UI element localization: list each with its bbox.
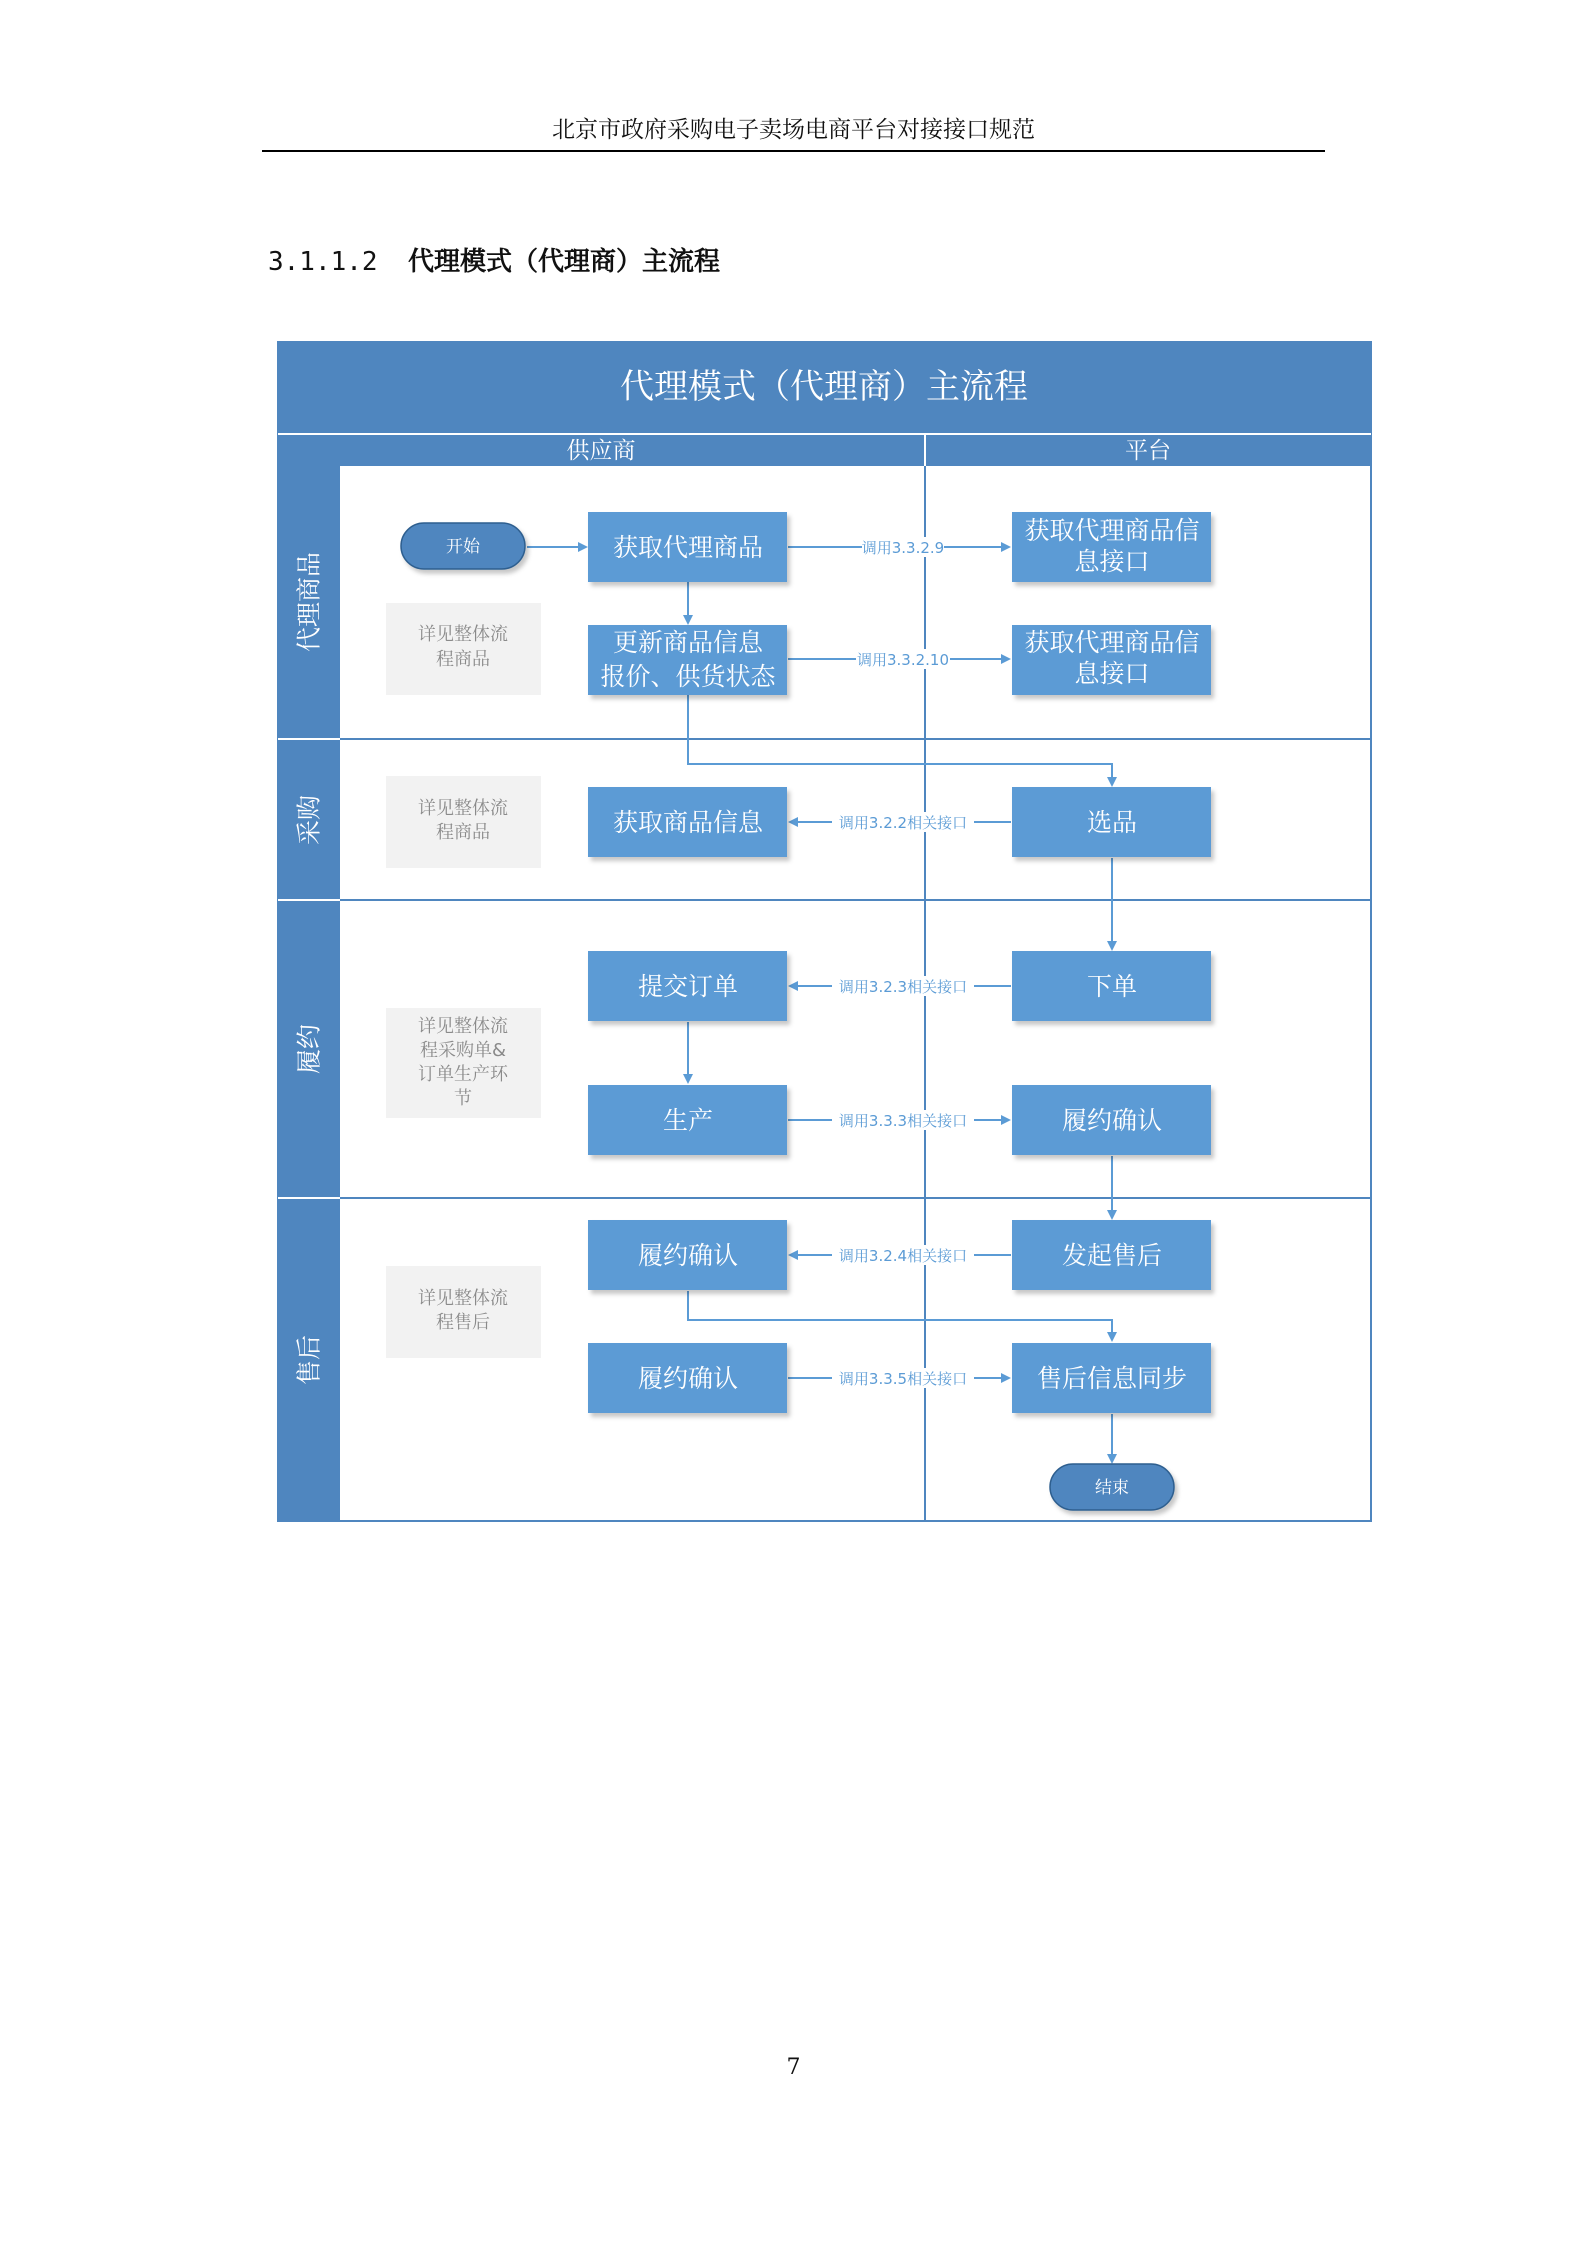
note-3-line-2: 程采购单& [419,1040,507,1061]
note-1-line-2: 程商品 [436,649,490,670]
note-3-line-4: 节 [454,1088,472,1109]
node-update-product-info-line-1: 更新商品信息 [612,628,764,657]
section-title: 代理模式（代理商）主流程 [408,247,721,277]
note-4-line-1: 详见整体流 [418,1288,508,1309]
column-header-bar [278,434,1371,466]
node-fulfill-confirm-platform-label: 履约确认 [1061,1106,1163,1135]
node-get-agent-product-label: 获取代理商品 [612,533,764,562]
lane-label-procurement: 采购 [294,794,324,846]
lane-label-fulfillment: 履约 [294,1023,324,1075]
node-api-get-agent-info-a-line-1: 获取代理商品信 [1024,516,1200,545]
diagram-title: 代理模式（代理商）主流程 [620,367,1028,407]
start-terminal-label: 开始 [446,537,480,557]
edge-label-4: 调用3.2.3相关接口 [838,978,968,996]
node-production-label: 生产 [662,1106,714,1135]
node-fulfill-confirm-a-label: 履约确认 [637,1241,739,1270]
note-3-line-1: 详见整体流 [418,1016,508,1037]
node-fulfill-confirm-b-label: 履约确认 [637,1364,739,1393]
note-2-line-1: 详见整体流 [418,798,508,819]
edge-label-7: 调用3.3.5相关接口 [838,1370,968,1388]
node-select-product-label: 选品 [1086,808,1138,837]
node-initiate-aftersale-label: 发起售后 [1061,1241,1163,1270]
edge-label-2: 调用3.3.2.10 [856,651,950,669]
node-get-product-info-label: 获取商品信息 [612,808,764,837]
node-submit-order-label: 提交订单 [637,972,739,1001]
edge-label-3: 调用3.2.2相关接口 [838,814,968,832]
node-api-get-agent-info-b-line-1: 获取代理商品信 [1024,628,1200,657]
section-number: 3.1.1.2 [268,247,378,277]
node-api-get-agent-info-b-line-2: 息接口 [1074,659,1150,688]
lane-label-agent-product: 代理商品 [294,551,324,653]
note-4-line-2: 程售后 [436,1312,490,1333]
node-api-get-agent-info-a-line-2: 息接口 [1074,547,1150,576]
node-place-order-label: 下单 [1086,972,1138,1001]
note-1-line-1: 详见整体流 [418,624,508,645]
node-update-product-info-line-2: 报价、供货状态 [600,662,776,691]
edge-label-6: 调用3.2.4相关接口 [838,1247,968,1265]
end-terminal-label: 结束 [1095,1478,1129,1498]
note-2-line-2: 程商品 [436,822,490,843]
page-header: 北京市政府采购电子卖场电商平台对接接口规范 [262,110,1325,152]
column-header-platform: 平台 [1125,438,1171,464]
column-header-supplier: 供应商 [566,438,636,464]
edge-label-1: 调用3.3.2.9 [861,539,945,557]
page-number: 7 [786,2055,801,2080]
edge-label-5: 调用3.3.3相关接口 [838,1112,968,1130]
note-3-line-3: 订单生产环 [418,1064,508,1085]
lane-label-aftersale: 售后 [294,1334,324,1386]
node-aftersale-sync-label: 售后信息同步 [1036,1364,1188,1393]
